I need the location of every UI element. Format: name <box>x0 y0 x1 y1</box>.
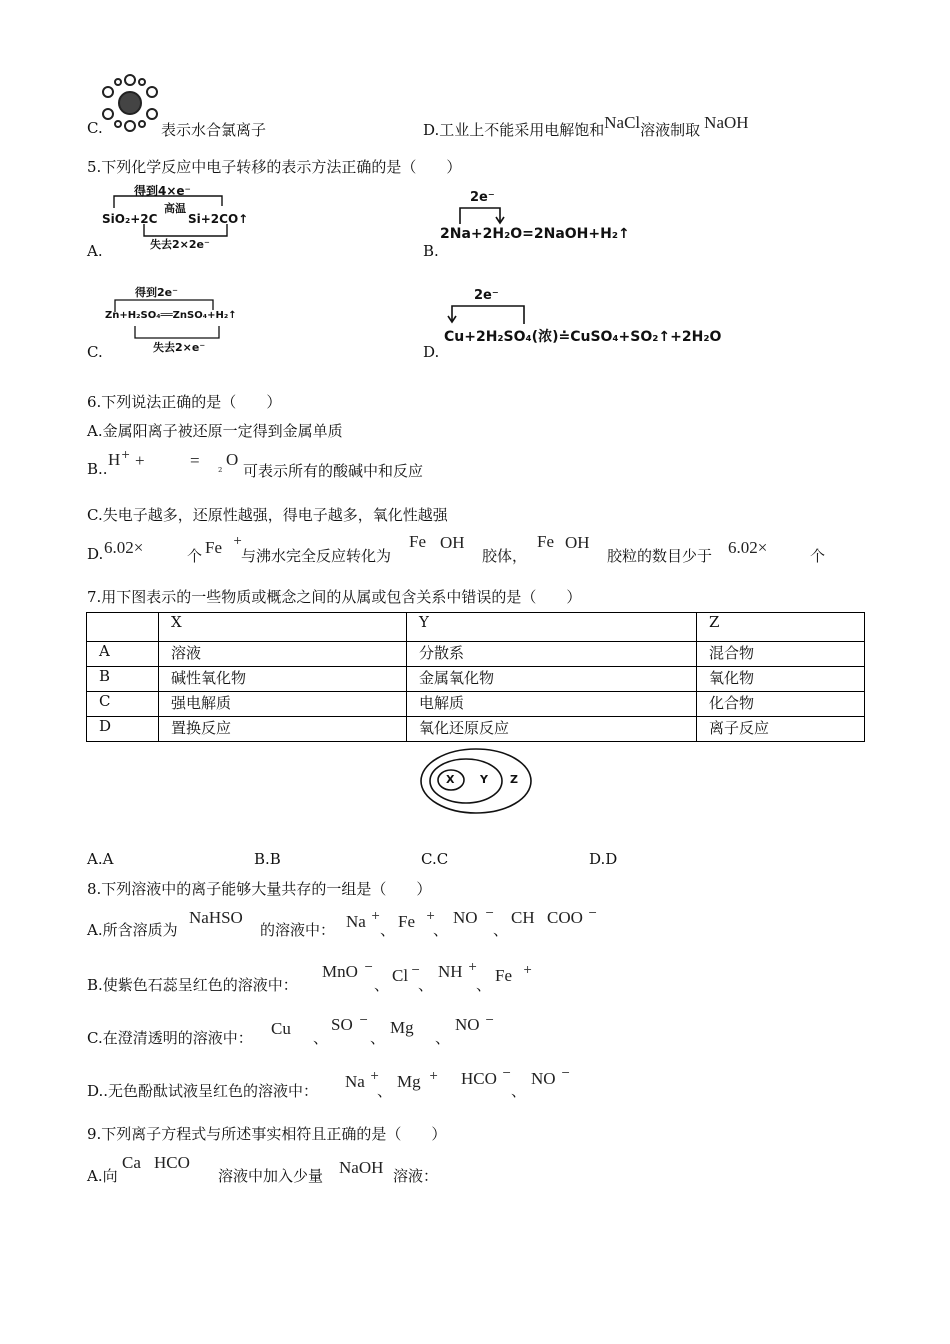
table-cell: 溶液 <box>159 642 407 667</box>
table-row <box>87 667 865 692</box>
q5-option-d-diagram: 2e⁻ Cu+2H₂SO₄(浓)≐CuSO₄+SO₂↑+2H₂O <box>444 288 722 345</box>
table-row <box>87 692 865 717</box>
table-cell: 置换反应 <box>159 717 407 742</box>
table-cell: B <box>87 667 159 692</box>
table-cell: 氧化物 <box>697 667 865 692</box>
table-cell: D <box>87 717 159 742</box>
q7-option-b: B.B <box>254 850 281 868</box>
q5-option-b-diagram: 2e⁻ 2Na+2H₂O=2NaOH+H₂↑ <box>440 190 630 242</box>
table-cell: 氧化还原反应 <box>407 717 697 742</box>
q5-option-b-label: B. <box>423 242 439 260</box>
table-cell: 化合物 <box>697 692 865 717</box>
table-cell: 强电解质 <box>159 692 407 717</box>
q9-stem: 9.下列离子方程式与所述事实相符且正确的是（ ） <box>87 1125 447 1143</box>
table-cell: 分散系 <box>407 642 697 667</box>
q6-option-b: B.. H + + = ₂ O 可表示所有的酸碱中和反应 <box>87 448 424 480</box>
q8-stem: 8.下列溶液中的离子能够大量共存的一组是（ ） <box>87 880 432 898</box>
table-cell: 碱性氧化物 <box>159 667 407 692</box>
q7-stem: 7.用下图表示的一些物质或概念之间的从属或包含关系中错误的是（ ） <box>87 588 582 606</box>
table-cell: C <box>87 692 159 717</box>
q7-table <box>86 612 865 742</box>
table-cell: 离子反应 <box>697 717 865 742</box>
q6-option-c: C.失电子越多，还原性越强，得电子越多，氧化性越强 <box>87 506 448 524</box>
table-cell: Z <box>697 613 865 642</box>
q9-option-a: A.向 Ca HCO 溶液中加入少量 NaOH 溶液： <box>87 1153 439 1185</box>
hydrated-chloride-ion-image <box>100 72 160 134</box>
q5-stem: 5.下列化学反应中电子转移的表示方法正确的是（ ） <box>87 158 462 176</box>
table-cell: A <box>87 642 159 667</box>
q4-option-c-text: 表示水合氯离子 <box>161 121 267 139</box>
q5-option-c-diagram: 得到2e⁻ Zn+H₂SO₄══ZnSO₄+H₂↑ 失去2×e⁻ <box>105 286 237 354</box>
table-cell: 电解质 <box>407 692 697 717</box>
q7-option-a: A.A <box>87 850 114 868</box>
table-cell: Y <box>407 613 697 642</box>
table-header-row <box>87 613 865 642</box>
table-row <box>87 642 865 667</box>
q8-option-d: D..无色酚酞试液呈红色的溶液中： Na + 、 Mg + HCO − 、 NO − <box>87 1066 571 1100</box>
q6-option-a: A.金属阳离子被还原一定得到金属单质 <box>87 422 343 440</box>
table-cell: 金属氧化物 <box>407 667 697 692</box>
table-cell: 混合物 <box>697 642 865 667</box>
q8-option-c: C.在澄清透明的溶液中： Cu 、 SO − 、 Mg 、 NO − <box>87 1013 495 1047</box>
q6-option-d: D. 6.02× 个 Fe + 与沸水完全反应转化为 Fe OH 胶体， Fe OH 胶粒的数目少于 6.02× 个 <box>87 532 826 565</box>
q8-option-a: A.所含溶质为 NaHSO 的溶液中： Na + 、 Fe + 、 NO − 、 CH COO − <box>87 906 598 939</box>
q7-venn-diagram: X Y Z <box>418 746 534 816</box>
q7-option-c: C.C <box>421 850 449 868</box>
q5-option-c-label: C. <box>87 343 103 361</box>
q5-option-a-label: A. <box>87 242 103 260</box>
table-cell: X <box>159 613 407 642</box>
q4-option-c-label: C. <box>87 119 103 137</box>
q8-option-b: B.使紫色石蕊呈红色的溶液中： MnO − 、 Cl − 、 NH + 、 Fe + <box>87 960 533 994</box>
q5-option-a-diagram: 得到4×e⁻ 高温 SiO₂+2C Si+2CO↑ 失去2×2e⁻ <box>102 184 249 251</box>
q4-option-d: D.工业上不能采用电解饱和NaCl溶液制取 NaOH <box>423 113 749 139</box>
q5-option-d-label: D. <box>423 343 440 361</box>
q6-stem: 6.下列说法正确的是（ ） <box>87 393 282 411</box>
table-cell <box>87 613 159 642</box>
table-row <box>87 717 865 742</box>
q7-option-d: D.D <box>589 850 618 868</box>
